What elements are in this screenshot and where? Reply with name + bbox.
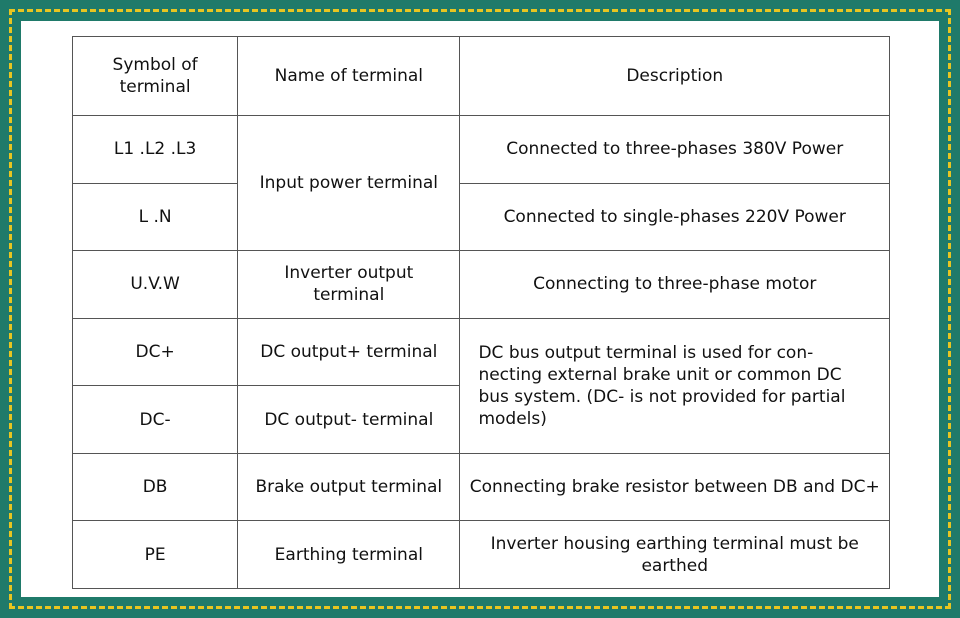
description-cell: Connecting to three-phase motor (460, 251, 890, 319)
table-row (73, 183, 890, 251)
table-row (73, 453, 890, 521)
description-cell: Connecting brake resistor between DB and DC+ (460, 453, 890, 521)
symbol-cell: DC- (73, 386, 238, 454)
header-symbol: Symbol of terminal (73, 37, 238, 116)
content-panel (21, 21, 939, 597)
terminal-table (72, 36, 890, 589)
name-cell: Input power terminal (238, 116, 460, 251)
symbol-cell: L .N (73, 183, 238, 251)
table-row (73, 116, 890, 184)
symbol-cell: U.V.W (73, 251, 238, 319)
name-cell: Inverter output terminal (238, 251, 460, 319)
name-cell: Earthing terminal (238, 521, 460, 589)
header-description: Description (460, 37, 890, 116)
table-row (73, 251, 890, 319)
table-row (73, 318, 890, 386)
table-row (73, 521, 890, 589)
description-cell: Connected to three-phases 380V Power (460, 116, 890, 184)
table-header-row (73, 37, 890, 116)
description-cell: Connected to single-phases 220V Power (460, 183, 890, 251)
symbol-cell: DC+ (73, 318, 238, 386)
symbol-cell: PE (73, 521, 238, 589)
description-cell: Inverter housing earthing terminal must be earthed (460, 521, 890, 589)
symbol-cell: L1 .L2 .L3 (73, 116, 238, 184)
name-cell: DC output- terminal (238, 386, 460, 454)
name-cell: Brake output terminal (238, 453, 460, 521)
name-cell: DC output+ terminal (238, 318, 460, 386)
symbol-cell: DB (73, 453, 238, 521)
description-cell: DC bus output terminal is used for con-necting external brake unit or common DC bus system. (DC- is not provided for partial models) (460, 318, 890, 453)
header-name: Name of terminal (238, 37, 460, 116)
